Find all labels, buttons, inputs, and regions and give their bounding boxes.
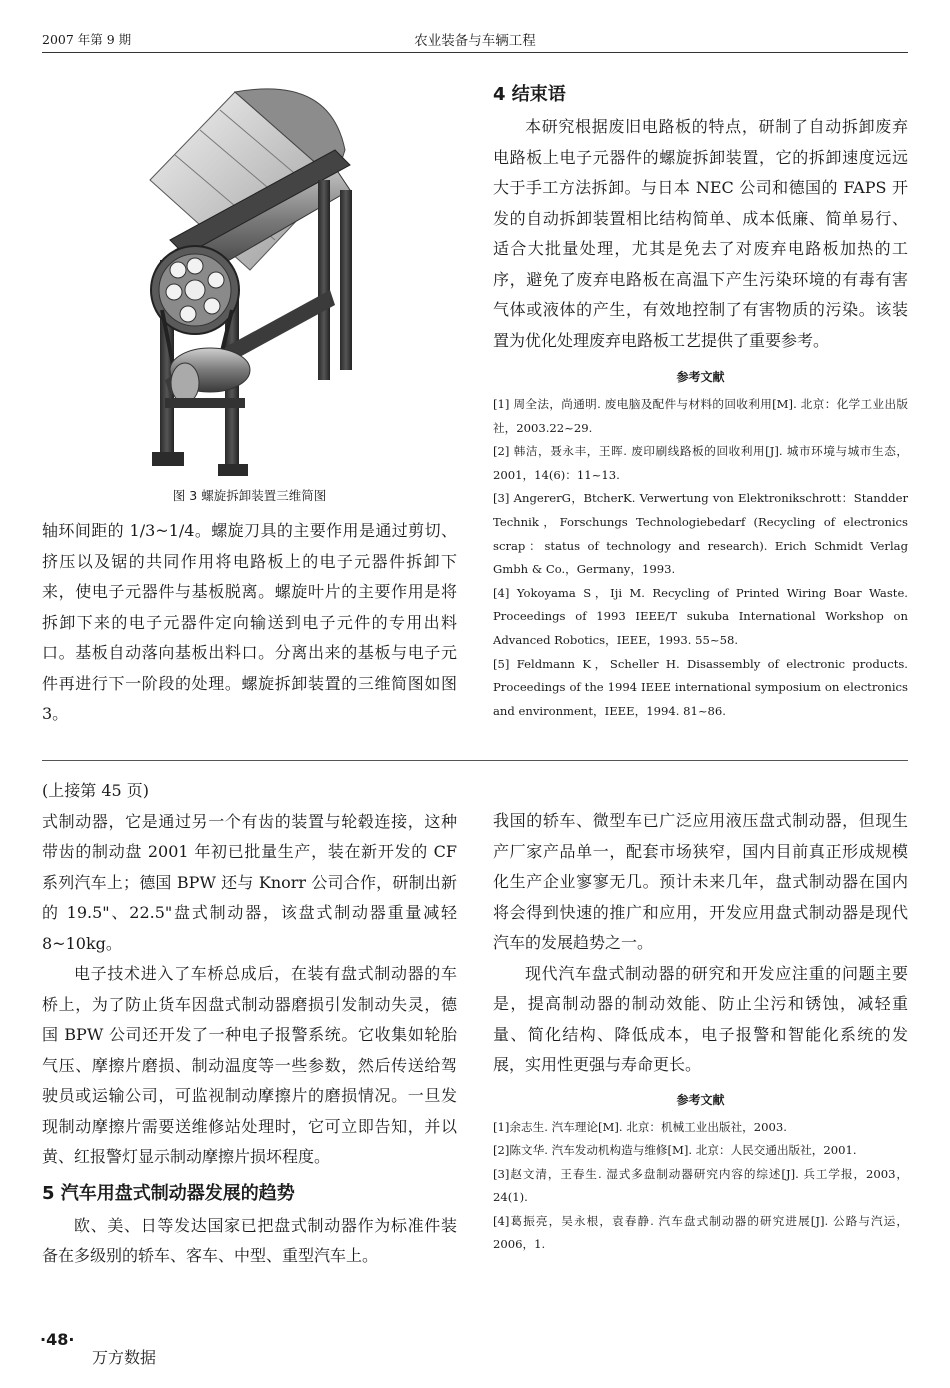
section-divider (42, 760, 908, 761)
top-right-column (493, 80, 908, 723)
references-title: 参考文献 (676, 1092, 725, 1107)
reference-item: [2] 韩洁，聂永丰，王晖. 废印刷线路板的回收利用[J]. 城市环境与城市生态，2001，14(6)：11~13. (493, 444, 908, 482)
paragraph: 轴环间距的 1/3~1/4。螺旋刀具的主要作用是通过剪切、挤压以及锯的共同作用将电路板上的电子元器件拆卸下来，使电子元器件与基板脱离。螺旋叶片的主要作用是将拆卸下来的电子元器件定向输送到电子元件的专用出料口。基板自动落向基板出料口。分离出来的基板与电子元件再进行下一阶段的处理。螺旋拆卸装置的三维简图如图 3。 (42, 521, 457, 723)
issue-label: 2007 年第 9 期 (42, 32, 132, 47)
reference-item: [3] AngererG，BtcherK. Verwertung von Elektronikschrott：Standder Technik，Forschungs Technologiebedarf (Recycling of electronics scrap：status of technology and research). Erich Schmidt Verlag Gmbh & Co.，Germany，1993. (493, 491, 908, 577)
reference-item: [2]陈文华. 汽车发动机构造与维修[M]. 北京：人民交通出版社，2001. (493, 1143, 857, 1158)
paragraph: 现代汽车盘式制动器的研究和开发应注重的问题主要是，提高制动器的制动效能、防止尘污和锈蚀，减轻重量、简化结构、降低成本，电子报警和智能化系统的发展，实用性更强与寿命更长。 (493, 963, 908, 1074)
reference-item: [3]赵文清，王春生. 湿式多盘制动器研究内容的综述[J]. 兵工学报，2003，24(1). (493, 1166, 908, 1205)
reference-item: [1]余志生. 汽车理论[M]. 北京：机械工业出版社，2003. (493, 1119, 787, 1134)
figure-caption: 图 3 螺旋拆卸装置三维简图 (172, 488, 327, 503)
spiral-device-figure (140, 80, 470, 480)
continued-note: (上接第 45 页) (42, 781, 150, 800)
watermark: 万方数据 (92, 1348, 157, 1367)
paragraph: 本研究根据废旧电路板的特点，研制了自动拆卸废弃电路板上电子元器件的螺旋拆卸装置，它的拆卸速度远远大于手工方法拆卸。与日本 NEC 公司和德国的 FAPS 开发的自动拆卸装置相比结构简单、成本低廉、简单易行、适合大批量处理，尤其是免去了对废弃电路板加热的工序，避免了废弃电路板在高温下产生污染环境的有毒有害气体或液体的产生，有效地控制了有害物质的污染。该装置为优化处理废弃电路板工艺提供了重要参考。 (493, 117, 908, 350)
paragraph: 电子技术进入了车桥总成后，在装有盘式制动器的车桥上，为了防止货车因盘式制动器磨损引发制动失灵，德国 BPW 公司还开发了一种电子报警系统。它收集如轮胎气压、摩擦片磨损、制动温度等一些参数，然后传送给驾驶员或运输公司，可监视制动摩擦片的磨损情况。一旦发现制动摩擦片需要送维修站处理时，它可立即告知，并以黄、红报警灯显示制动摩擦片损坏程度。 (42, 964, 457, 1166)
reference-item: [4] Yokoyama S，Iji M. Recycling of Printed Wiring Boar Waste. Proceedings of 1993 IEEE/T sukuba International Workshop on Advanced Robotics，IEEE，1993. 55~58. (493, 585, 908, 647)
page-header (42, 26, 908, 53)
reference-item: [5] Feldmann K，Scheller H. Disassembly of electronic products. Proceedings of the 1994 IEEE international symposium on electronics and environment，IEEE，1994. 81~86. (493, 656, 908, 718)
section-title: 5 汽车用盘式制动器发展的趋势 (42, 1182, 295, 1204)
references-list (493, 393, 908, 723)
bottom-left-column (42, 776, 457, 1272)
references-list (493, 1116, 908, 1258)
reference-item: [4]葛振亮，吴永根，袁春静. 汽车盘式制动器的研究进展[J]. 公路与汽运，2006，1. (493, 1213, 908, 1252)
reference-item: [1] 周全法，尚通明. 废电脑及配件与材料的回收利用[M]. 北京：化学工业出版社，2003.22~29. (493, 397, 908, 435)
journal-title: 农业装备与车辆工程 (414, 33, 536, 49)
paragraph: 欧、美、日等发达国家已把盘式制动器作为标准件装备在多级别的轿车、客车、中型、重型汽车上。 (42, 1215, 457, 1265)
bottom-right-column (493, 806, 908, 1257)
references-title: 参考文献 (676, 370, 725, 384)
paragraph: 式制动器，它是通过另一个有齿的装置与轮毂连接，这种带齿的制动盘 2001 年初已批量生产，装在新开发的 CF 系列汽车上；德国 BPW 还与 Knorr 公司合作，研制出新的 19.5"、22.5"盘式制动器，该盘式制动器重量减轻 8~10kg。 (42, 811, 457, 953)
top-left-column (42, 516, 457, 730)
page-number: ·48· (40, 1330, 75, 1349)
paragraph: 我国的轿车、微型车已广泛应用液压盘式制动器，但现生产厂家产品单一，配套市场狭窄，国内目前真正形成规模化生产企业寥寥无几。预计未来几年，盘式制动器在国内将会得到快速的推广和应用，开发应用盘式制动器是现代汽车的发展趋势之一。 (493, 811, 908, 952)
section-title: 4 结束语 (493, 84, 566, 105)
